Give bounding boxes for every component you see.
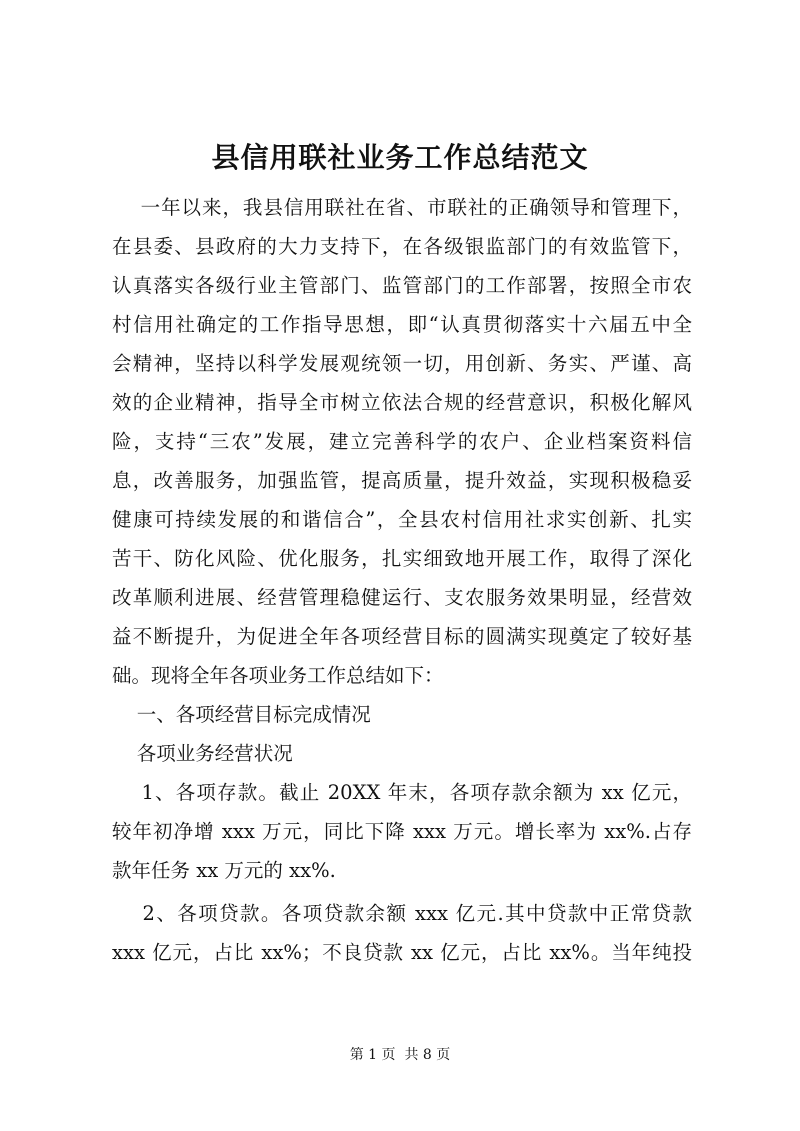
body-line: 健康可持续发展的和谐信合”，全县农村信用社求实创新、扎实 [112,508,692,531]
subsection-heading: 各项业务经营状况 [112,742,293,765]
body-line: 益不断提升，为促进全年各项经营目标的圆满实现奠定了较好基 [112,625,692,648]
body-line: 础。现将全年各项业务工作总结如下： [112,664,444,687]
body-line: 在县委、县政府的大力支持下，在各级银监部门的有效监管下， [112,235,692,258]
body-line: 款年任务 xx 万元的 xx%. [112,859,336,882]
body-line: 苦干、防化风险、优化服务，扎实细致地开展工作，取得了深化 [112,547,692,570]
body-line: 改革顺利进展、经营管理稳健运行、支农服务效果明显，经营效 [112,586,692,609]
body-line: 1、各项存款。截止 20XX 年末，各项存款余额为 xx 亿元， [112,781,692,804]
body-line: 效的企业精神，指导全市树立依法合规的经营意识，积极化解风 [112,391,692,414]
document-title: 县信用联社业务工作总结范文 [211,141,589,174]
page-footer: 第 1 页 共 8 页 [349,1047,451,1063]
document-body [112,188,692,972]
body-line: 险，支持“三农”发展，建立完善科学的农户、企业档案资料信 [112,430,692,453]
body-line: 一年以来，我县信用联社在省、市联社的正确领导和管理下， [112,196,692,219]
body-line: 认真落实各级行业主管部门、监管部门的工作部署，按照全市农 [112,274,692,297]
body-line: xxx 亿元，占比 xx%；不良贷款 xx 亿元，占比 xx%。当年纯投 [112,941,692,964]
body-line: 2、各项贷款。各项贷款余额 xxx 亿元.其中贷款中正常贷款 [112,902,692,925]
body-line: 村信用社确定的工作指导思想，即“认真贯彻落实十六届五中全 [112,313,692,336]
body-line: 较年初净增 xxx 万元，同比下降 xxx 万元。增长率为 xx%.占存 [112,820,692,843]
body-line: 会精神，坚持以科学发展观统领一切，用创新、务实、严谨、高 [112,352,692,375]
body-line: 息，改善服务，加强监管，提高质量，提升效益，实现积极稳妥 [112,469,692,492]
section-heading: 一、各项经营目标完成情况 [112,703,371,726]
